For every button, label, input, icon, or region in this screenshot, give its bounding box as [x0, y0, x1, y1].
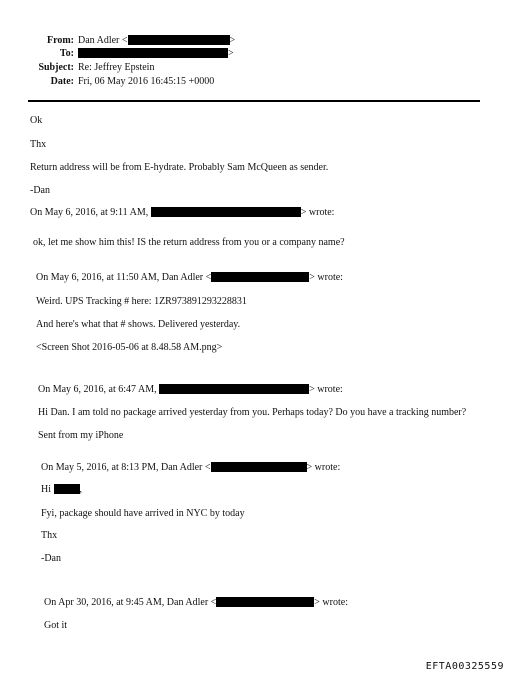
redaction-bar [159, 384, 309, 394]
quote-3-sent-from: Sent from my iPhone [38, 430, 124, 441]
from-value [78, 35, 235, 46]
quote-4-hi: Hi [41, 484, 51, 495]
body-line-thx: Thx [30, 139, 47, 150]
subject-value: Re: Jeffrey Epstein [78, 62, 155, 73]
document-id: EFTA00325559 [425, 661, 504, 672]
redaction-bar [151, 207, 301, 217]
quote-1-intro-text: On May 6, 2016, at 9:11 AM, [30, 207, 149, 218]
body-line-return-address: Return address will be from E-hydrate. Probably Sam McQueen as sender. [30, 162, 329, 173]
to-value [78, 48, 234, 59]
body-line-ok: Ok [30, 115, 43, 126]
from-name: Dan Adler < [78, 35, 128, 46]
to-label: To: [59, 48, 74, 59]
quote-1-intro [30, 207, 334, 218]
quote-4-fyi: Fyi, package should have arrived in NYC by today [41, 508, 245, 519]
quote-2-intro [36, 272, 343, 283]
quote-3-question: Hi Dan. I am told no package arrived yesterday from you. Perhaps today? Do you have a tracking number? [38, 407, 467, 418]
redaction-bar [128, 35, 230, 45]
quote-2-delivered: And here's what that # shows. Delivered yesterday. [36, 319, 241, 330]
redaction-bar [211, 462, 307, 472]
quote-2-attachment: <Screen Shot 2016-05-06 at 8.48.58 AM.png> [36, 342, 223, 353]
quote-4-greeting [41, 484, 82, 495]
from-close: > [229, 35, 236, 46]
redaction-bar [211, 272, 309, 282]
quote-4-signature: -Dan [41, 553, 61, 564]
date-label: Date: [50, 76, 74, 87]
quote-3-intro-text: On May 6, 2016, at 6:47 AM, [38, 384, 157, 395]
quote-2-wrote: > wrote: [309, 272, 343, 283]
quote-2-intro-text: On May 6, 2016, at 11:50 AM, Dan Adler < [36, 272, 212, 283]
header-divider [28, 100, 480, 102]
redaction-bar [216, 597, 314, 607]
quote-3-wrote: > wrote: [309, 384, 343, 395]
to-close: > [228, 48, 234, 59]
body-line-signature: -Dan [30, 185, 50, 196]
quote-5-intro [44, 597, 348, 608]
subject-label: Subject: [38, 62, 74, 73]
redaction-bar [54, 484, 80, 494]
quote-5-intro-text: On Apr 30, 2016, at 9:45 AM, Dan Adler < [44, 597, 217, 608]
quote-1-wrote: > wrote: [300, 207, 335, 218]
redaction-bar [78, 48, 228, 58]
quote-1-text: ok, let me show him this! IS the return address from you or a company name? [33, 237, 345, 248]
quote-5-wrote: > wrote: [314, 597, 348, 608]
date-value: Fri, 06 May 2016 16:45:15 +0000 [78, 76, 215, 87]
quote-4-thx: Thx [41, 530, 58, 541]
quote-4-intro [41, 462, 340, 473]
quote-4-hi-tail: , [79, 484, 82, 495]
from-label: From: [46, 35, 74, 46]
quote-3-intro [38, 384, 343, 395]
quote-5-got-it: Got it [44, 620, 68, 631]
quote-4-wrote: > wrote: [306, 462, 341, 473]
quote-4-intro-text: On May 5, 2016, at 8:13 PM, Dan Adler < [41, 462, 211, 473]
quote-2-tracking: Weird. UPS Tracking # here: 1ZR973891293228831 [36, 296, 247, 307]
